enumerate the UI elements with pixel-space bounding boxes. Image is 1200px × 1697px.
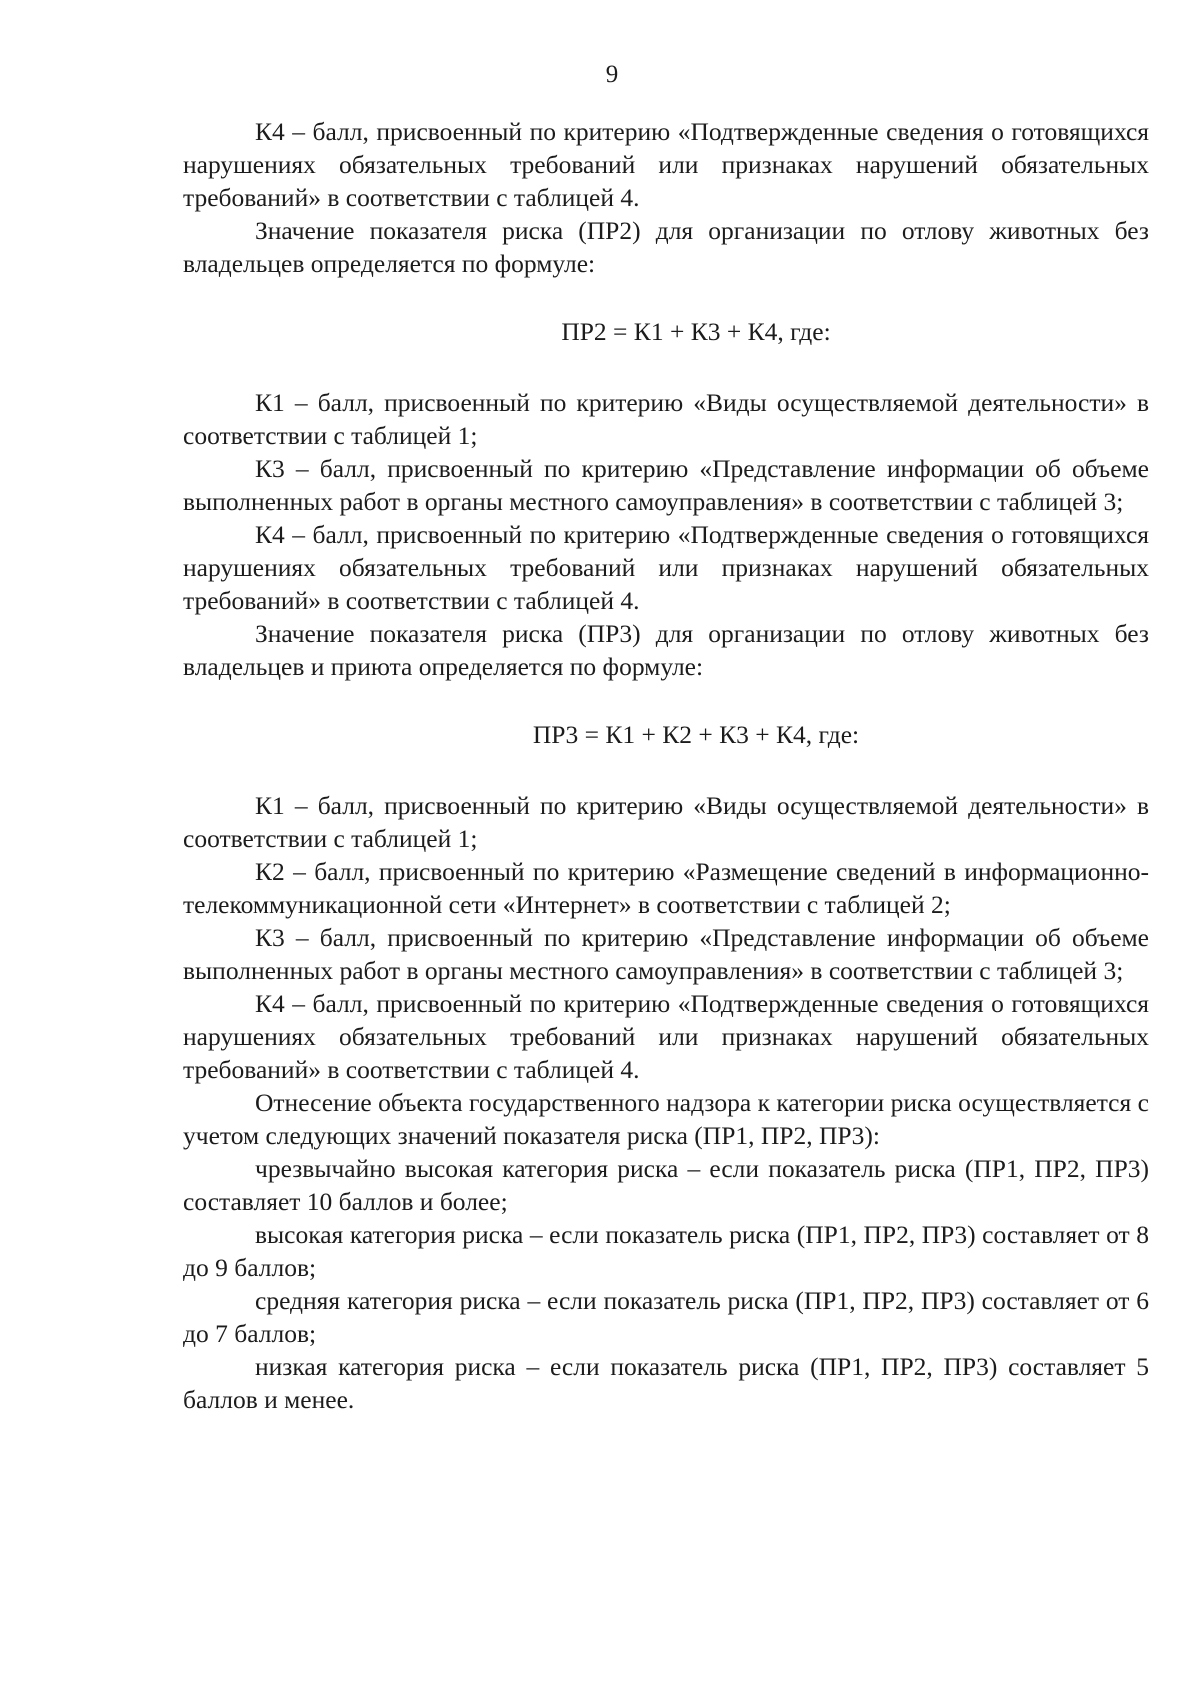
paragraph-extremely-high-risk: чрезвычайно высокая категория риска – если показатель риска (ПР1, ПР2, ПР3) составляет 10 баллов и более; (183, 1154, 1149, 1216)
paragraph-risk-category-intro: Отнесение объекта государственного надзора к категории риска осуществляется с учетом следующих значений показателя риска (ПР1, ПР2, ПР3): (183, 1088, 1149, 1150)
paragraph-low-risk: низкая категория риска – если показатель риска (ПР1, ПР2, ПР3) составляет 5 баллов и менее. (183, 1352, 1149, 1414)
paragraph-k4-definition: К4 – балл, присвоенный по критерию «Подтвержденные сведения о готовящихся нарушениях обязательных требований или признаках нарушений обязательных требований» в соответствии с таблицей 4. (183, 989, 1149, 1084)
page-body (183, 115, 1149, 1416)
page-number: 9 (605, 61, 619, 88)
paragraph-pr2-intro: Значение показателя риска (ПР2) для организации по отлову животных без владельцев определяется по формуле: (183, 216, 1149, 278)
paragraph-k1-definition: К1 – балл, присвоенный по критерию «Виды осуществляемой деятельности» в соответствии с таблицей 1; (183, 388, 1149, 450)
formula-pr2: ПР2 = К1 + К3 + К4, где: (561, 317, 831, 346)
paragraph-medium-risk: средняя категория риска – если показатель риска (ПР1, ПР2, ПР3) составляет от 6 до 7 баллов; (183, 1286, 1149, 1348)
paragraph-k2-definition: К2 – балл, присвоенный по критерию «Размещение сведений в информационно-телекоммуникационной сети «Интернет» в соответствии с таблицей 2; (183, 857, 1149, 919)
paragraph-k4-definition: К4 – балл, присвоенный по критерию «Подтвержденные сведения о готовящихся нарушениях обязательных требований или признаках нарушений обязательных требований» в соответствии с таблицей 4. (183, 117, 1149, 212)
paragraph-k3-definition: К3 – балл, присвоенный по критерию «Представление информации об объеме выполненных работ в органы местного самоуправления» в соответствии с таблицей 3; (183, 923, 1149, 985)
paragraph-high-risk: высокая категория риска – если показатель риска (ПР1, ПР2, ПР3) составляет от 8 до 9 баллов; (183, 1220, 1149, 1282)
paragraph-k3-definition: К3 – балл, присвоенный по критерию «Представление информации об объеме выполненных работ в органы местного самоуправления» в соответствии с таблицей 3; (183, 454, 1149, 516)
paragraph-k1-definition: К1 – балл, присвоенный по критерию «Виды осуществляемой деятельности» в соответствии с таблицей 1; (183, 791, 1149, 853)
paragraph-pr3-intro: Значение показателя риска (ПР3) для организации по отлову животных без владельцев и приюта определяется по формуле: (183, 619, 1149, 681)
formula-pr3: ПР3 = К1 + К2 + К3 + К4, где: (532, 720, 860, 749)
paragraph-k4-definition: К4 – балл, присвоенный по критерию «Подтвержденные сведения о готовящихся нарушениях обязательных требований или признаках нарушений обязательных требований» в соответствии с таблицей 4. (183, 520, 1149, 615)
